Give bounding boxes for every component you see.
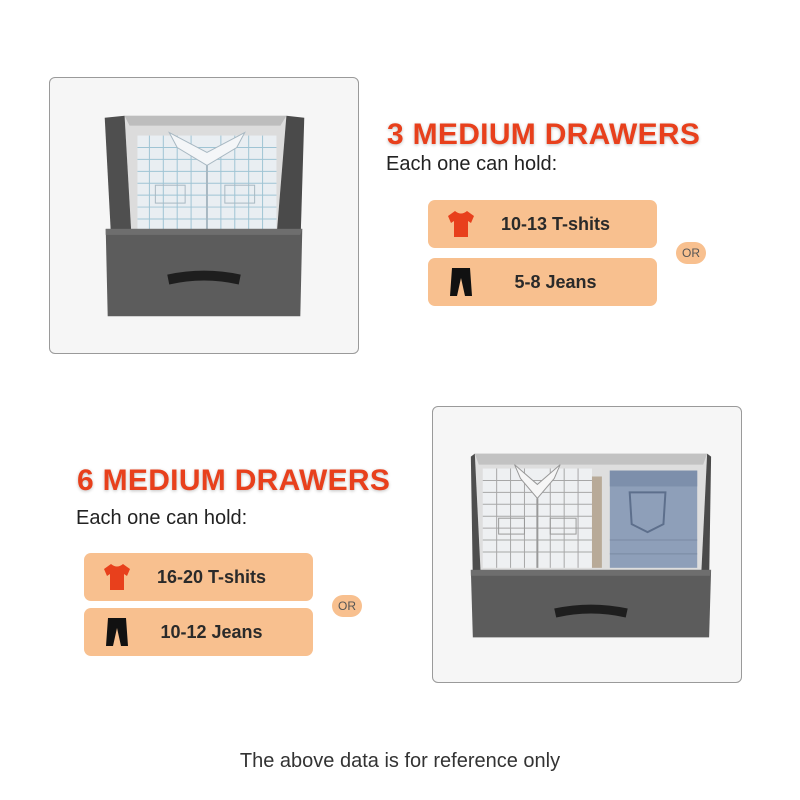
section-six-jeans-label: 10-12 Jeans [160, 621, 263, 642]
section-six-tshirt-pill [84, 553, 313, 601]
section-six-or-badge: OR [332, 595, 362, 617]
tshirt-icon [444, 207, 478, 241]
drawer-illustration [433, 407, 741, 682]
section-six-jeans-pill [84, 608, 313, 656]
jeans-icon [100, 615, 134, 649]
section-three-title: 3 MEDIUM DRAWERS [387, 118, 701, 151]
section-three-jeans-pill [428, 258, 657, 306]
section-three-tshirt-pill [428, 200, 657, 248]
jeans-icon [444, 265, 478, 299]
section-six-subtitle: Each one can hold: [76, 507, 248, 529]
section-three-jeans-label: 5-8 Jeans [514, 271, 597, 292]
reference-footnote: The above data is for reference only [239, 750, 561, 772]
section-three-subtitle: Each one can hold: [386, 153, 558, 175]
section-three-or-badge: OR [676, 242, 706, 264]
drawer-photo-double [432, 406, 742, 683]
tshirt-icon [100, 560, 134, 594]
section-three-tshirt-label: 10-13 T-shits [500, 213, 611, 234]
section-six-tshirt-label: 16-20 T-shits [156, 566, 267, 587]
section-six-title: 6 MEDIUM DRAWERS [77, 464, 391, 497]
drawer-photo-single [49, 77, 359, 354]
drawer-illustration [50, 78, 358, 353]
